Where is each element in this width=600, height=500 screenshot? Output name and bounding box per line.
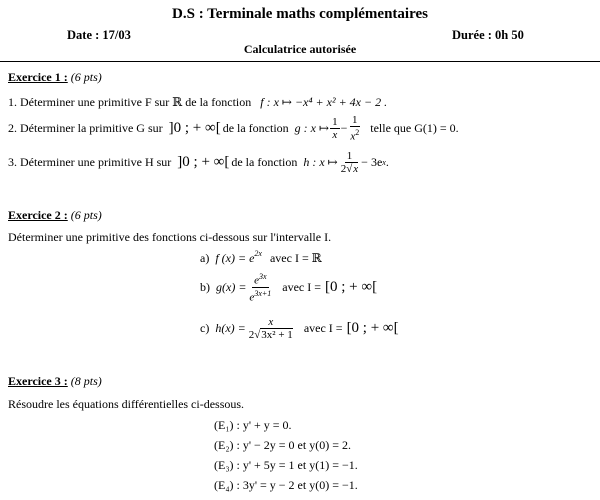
- date-label: Date : 17/03: [67, 28, 131, 42]
- ex1-q3-exp: x: [382, 157, 386, 167]
- ex1-q3-interval: ]0 ; + ∞[: [177, 153, 230, 170]
- ex2-c-num: x: [268, 315, 274, 328]
- ex2-b-den-exp: 3x+1: [254, 288, 272, 298]
- ex1-q3-mid: de la fonction: [231, 154, 298, 169]
- exercise-3-title: Exercice 3 :: [8, 374, 68, 388]
- ex2-b-label: b): [200, 279, 210, 294]
- ex1-question-2: 2. Déterminer la primitive G sur ]0 ; + ∞[ de la fonction g : x ↦ $\frac{1}{x}$ − $\frac{1}{x^2}$ telle que G(1) = 0.: [8, 113, 459, 143]
- ex2-c-interval: [0 ; + ∞[: [346, 319, 399, 336]
- ex2-intro: Déterminer une primitive des fonctions ci-dessous sur l'intervalle I.: [8, 230, 332, 244]
- ex2-b-func: g(x) =: [216, 279, 247, 294]
- ex2-c-den-pre: 2: [248, 328, 255, 341]
- ex1-q3-fraction: $\frac{1}{2√x}$: [340, 149, 359, 175]
- exercise-1-title: Exercice 1 :: [8, 70, 68, 84]
- exercise-3-points: (8 pts): [70, 374, 102, 388]
- ex1-q2-text: 2. Déterminer la primitive G sur: [8, 120, 163, 135]
- exercise-1-heading: [8, 70, 102, 85]
- ex3-equation: (E₂) : y' − 2y = 0 et y(0) = 2.: [214, 438, 351, 452]
- ex1-q2-mid: de la fonction: [222, 120, 289, 135]
- exercise-2-heading: [8, 208, 102, 223]
- ex2-c-label: c): [200, 320, 210, 335]
- ex3-equation: (E₃) : y' + 5y = 1 et y(1) = −1.: [214, 458, 358, 472]
- ex2-a-func: f (x) = e: [215, 250, 255, 265]
- ex2-c-fraction: $\frac{x}{\text{2√3x² + 1}}$: [248, 315, 293, 341]
- ex2-item-c: [200, 310, 399, 346]
- ex2-b-fraction: [247, 271, 273, 303]
- ex2-c-den-sqrt: 3x² + 1: [261, 328, 293, 341]
- ex2-b-den: e: [249, 291, 255, 304]
- ex1-question-1: [8, 95, 387, 110]
- ex3-intro: Résoudre les équations différentielles ci-dessous.: [8, 397, 245, 411]
- ex1-q2-func: g : x ↦: [294, 120, 330, 135]
- ex2-item-b: [200, 270, 377, 304]
- ex1-q1-text: 1. Déterminer une primitive F sur ℝ de la fonction: [8, 95, 252, 109]
- ex1-q3-end: − 3e: [361, 154, 383, 169]
- ex1-q2-interval: ]0 ; + ∞[: [168, 119, 221, 136]
- ex1-q2-fraction-1: $\frac{1}{x}$: [332, 115, 338, 141]
- ex3-equation: (E₄) : 3y' = y − 2 et y(0) = −1.: [214, 478, 358, 492]
- ex2-c-cond: avec I =: [303, 320, 343, 335]
- ex2-a-exp: 2x: [254, 249, 262, 258]
- exercise-1-points: (6 pts): [70, 70, 102, 84]
- exercise-2-title: Exercice 2 :: [8, 208, 68, 222]
- duration-label: Durée : 0h 50: [452, 28, 524, 42]
- ex1-q1-math: f : x ↦ −x⁴ + x² + 4x − 2 .: [260, 95, 388, 109]
- ex2-a-cond: avec I = ℝ: [269, 250, 322, 265]
- ex1-q2-end: telle que G(1) = 0.: [370, 120, 459, 135]
- ex2-b-cond: avec I =: [282, 279, 322, 294]
- ex1-q3-func: h : x ↦: [303, 154, 338, 169]
- ex1-q3-dot: .: [385, 154, 389, 169]
- calculator-note: Calculatrice autorisée: [243, 42, 357, 56]
- exercise-2-points: (6 pts): [70, 208, 102, 222]
- ex2-b-num-exp: 3x: [259, 271, 267, 281]
- ex1-q2-fraction-2: $\frac{1}{x^2}$: [350, 113, 360, 143]
- ex2-item-a: [200, 249, 322, 267]
- ex1-question-3: [8, 145, 389, 179]
- page-title: D.S : Terminale maths complémentaires: [172, 6, 428, 22]
- ex2-b-interval: [0 ; + ∞[: [325, 278, 378, 295]
- ex3-equation: (E₁) : y' + y = 0.: [214, 418, 292, 432]
- ex2-c-func: h(x) =: [215, 320, 246, 335]
- ex1-q3-text: 3. Déterminer une primitive H sur: [8, 154, 172, 169]
- ex2-b-num: e: [254, 274, 259, 287]
- header-divider: [0, 61, 600, 62]
- exercise-3-heading: [8, 374, 102, 389]
- ex2-a-label: a): [200, 250, 210, 265]
